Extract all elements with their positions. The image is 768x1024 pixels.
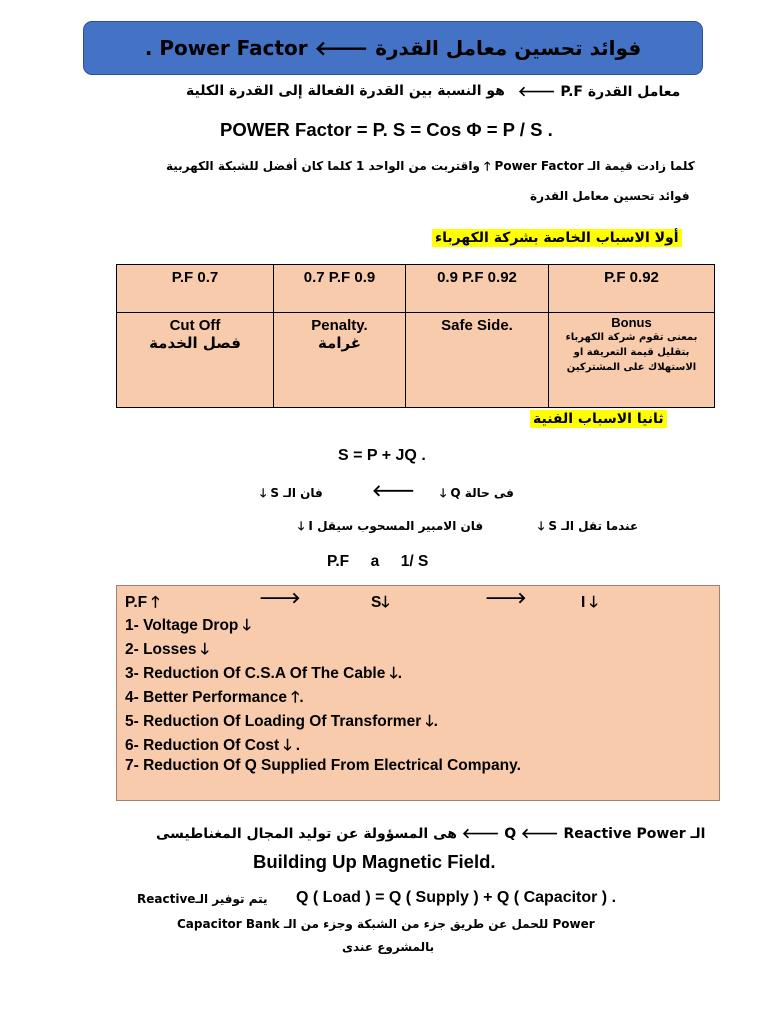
list-item: 7- Reduction Of Q Supplied From Electrical Company. [125,757,521,774]
relation2-result: فان الامبير المسحوب سيقل I 🡓 [298,519,484,533]
power-factor-formula: POWER Factor = P. S = Cos Φ = P / S . [220,119,553,140]
reactive-supply-text-3: بالمشروع عندى [342,940,435,954]
page-title: فوائد تحسين معامل القدرة 🡐 Power Factor . [144,36,642,60]
relation1-result: فان الـ S 🡓 [260,486,323,500]
list-item: 5- Reduction Of Loading Of Transformer 🡓. [125,713,438,730]
bonus-ar-text: بمعنى تقوم شركة الكهرباء بتقليل قيمة التعريفة او الاستهلاك على المشتركين [565,332,698,373]
table-cell-cutoff [117,313,274,408]
table-cell-bonus [549,313,715,408]
power-factor-table [116,264,715,408]
cutoff-label: Cut Off [169,317,221,334]
reactive-supply-text-2: Power للحمل عن طريق جزء من الشبكة وجزء من الـ Capacitor Bank [177,917,595,931]
benefits-header-arrow2: 🡒 [485,590,527,607]
benefits-header-pf: P.F 🡑 [125,594,160,611]
list-item: 6- Reduction Of Cost 🡓 . [125,737,301,754]
benefits-box [116,585,720,801]
benefits-header-i: I 🡓 [581,594,598,611]
reactive-definition: الـ Q 🡐 Reactive Power 🡐 هى المسؤولة عن توليد المجال المغناطيسى [156,826,706,842]
penalty-ar-label: غرامة [317,334,362,352]
cutoff-ar-label: فصل الخدمة [149,334,241,352]
benefits-heading: فوائد تحسين معامل القدرة [530,189,690,203]
table-cell: P.F 0.92 [549,265,715,313]
list-item: 2- Losses 🡓 [125,641,209,658]
list-item: 1- Voltage Drop 🡓 [125,617,251,634]
table-cell: P.F 0.7 [117,265,274,313]
table-cell-penalty [274,313,406,408]
relation1-condition: فى حالة Q 🡓 [440,486,514,500]
penalty-label: Penalty. [311,317,368,334]
table-cell: 0.7 P.F 0.9 [274,265,406,313]
apparent-power-equation: S = P + JQ . [338,447,426,464]
relation2-condition: عندما تقل الـ S 🡓 [538,519,639,533]
definition-label: معامل القدرة P.F 🡐 [518,84,681,100]
definition-text: هو النسبة بين القدرة الفعالة إلى القدرة الكلية [186,83,505,99]
reactive-supply-text: يتم توفير الـReactive [137,892,268,906]
safe-side-label: Safe Side. [441,317,513,334]
magnetic-field-line: Building Up Magnetic Field. [253,851,496,872]
table-cell: 0.9 P.F 0.92 [406,265,549,313]
benefits-header-arrow1: 🡒 [259,590,301,607]
list-item: 3- Reduction Of C.S.A Of The Cable 🡓. [125,665,403,682]
title-banner [83,21,703,75]
table-cell-safe [406,313,549,408]
proportion-line: P.F a 1/ S [327,553,429,570]
list-item: 4- Better Performance 🡑. [125,689,304,706]
bonus-label: Bonus [611,315,652,330]
relation1-arrow: 🡐 [372,481,415,500]
benefits-header-s: S🡓 [371,594,390,611]
reactive-balance-equation: Q ( Load ) = Q ( Supply ) + Q ( Capacitor ) . [296,889,617,906]
note-line: كلما زادت قيمة الـ Power Factor 🡑 واقتربت من الواحد 1 كلما كان أفضل للشبكة الكهربية [166,159,695,173]
section1-heading: أولا الاسباب الخاصة بشركة الكهرباء [432,229,682,247]
section2-heading: ثانيا الاسباب الفنية [530,410,667,428]
